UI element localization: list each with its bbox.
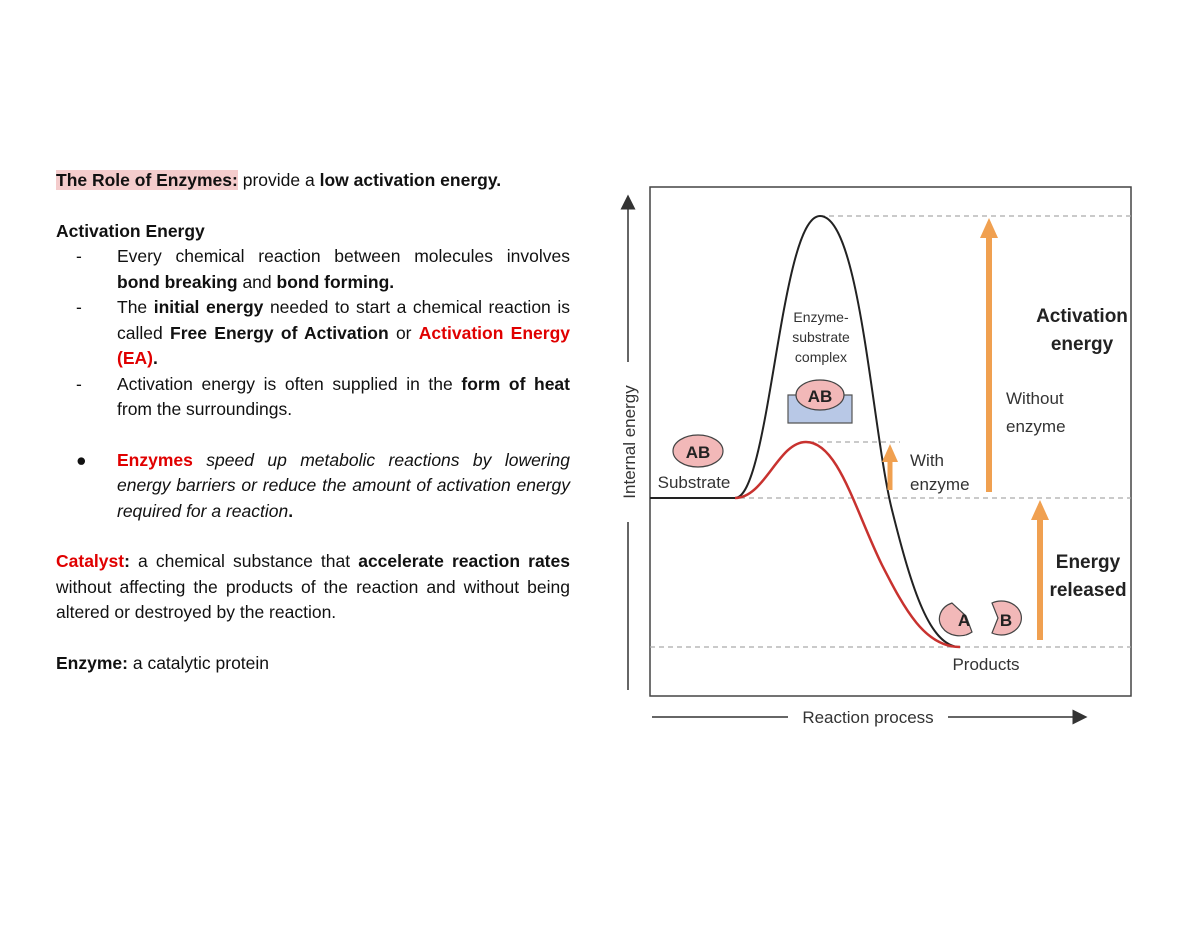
- complex-label-line1: Enzyme-: [793, 309, 849, 325]
- round-bullet-icon: ●: [76, 449, 87, 470]
- intro-text: provide a: [242, 170, 315, 190]
- without-enzyme-label-line1: Without: [1006, 389, 1064, 408]
- substrate-label: Substrate: [657, 473, 731, 492]
- catalyst-definition: Catalyst: a chemical substance that accelerate reaction rates without affecting the products of the reaction and without being altered or destroyed by the reaction.: [56, 551, 570, 622]
- substrate-molecule-label: AB: [685, 443, 711, 462]
- energy-released-label-line2: released: [1049, 580, 1127, 601]
- activation-energy-label-line2: energy: [1050, 334, 1114, 355]
- complex-label-line3: complex: [794, 349, 848, 365]
- complex-molecule-label: AB: [807, 387, 833, 406]
- dash-bullet: -: [76, 297, 82, 317]
- catalyst-label: Catalyst: [56, 551, 125, 571]
- list-item: - The initial energy needed to start a chemical reaction is called Free Energy of Activation or Activation Energy (EA).: [76, 297, 571, 368]
- intro-line: [56, 168, 570, 194]
- list-item: - Activation energy is often supplied in the form of heat from the surroundings.: [76, 373, 570, 419]
- products-label: Products: [952, 655, 1020, 674]
- notes-column: [56, 168, 570, 676]
- role-of-enzymes-label: The Role of Enzymes:: [56, 170, 238, 190]
- activation-energy-heading: Activation Energy: [56, 220, 205, 241]
- dash-bullet: -: [76, 373, 82, 394]
- enzyme-definition: Enzyme: a catalytic protein: [56, 652, 270, 673]
- product-b-label: B: [999, 611, 1013, 630]
- product-a-label: A: [957, 611, 971, 630]
- without-enzyme-label-line2: enzyme: [1006, 417, 1066, 436]
- enzymes-bullet-item: ● Enzymes speed up metabolic reactions by lowering energy barriers or reduce the amount of activation energy required for a reaction.: [76, 449, 570, 521]
- dash-bullet: -: [76, 246, 82, 266]
- list-item: - Every chemical reaction between molecules involves bond breaking and bond forming.: [76, 246, 570, 292]
- with-enzyme-label-line1: With: [910, 451, 944, 470]
- energy-released-label-line1: Energy: [1055, 552, 1121, 573]
- enzyme-label: Enzyme:: [56, 652, 128, 673]
- y-axis-label: Internal energy: [620, 385, 639, 499]
- activation-energy-label-line1: Activation: [1036, 306, 1128, 327]
- complex-label-line2: substrate: [792, 329, 850, 345]
- intro-emphasis: low activation energy.: [319, 170, 502, 190]
- x-axis-label: Reaction process: [802, 708, 934, 727]
- with-enzyme-label-line2: enzyme: [910, 475, 970, 494]
- activation-energy-diagram: [600, 180, 1150, 740]
